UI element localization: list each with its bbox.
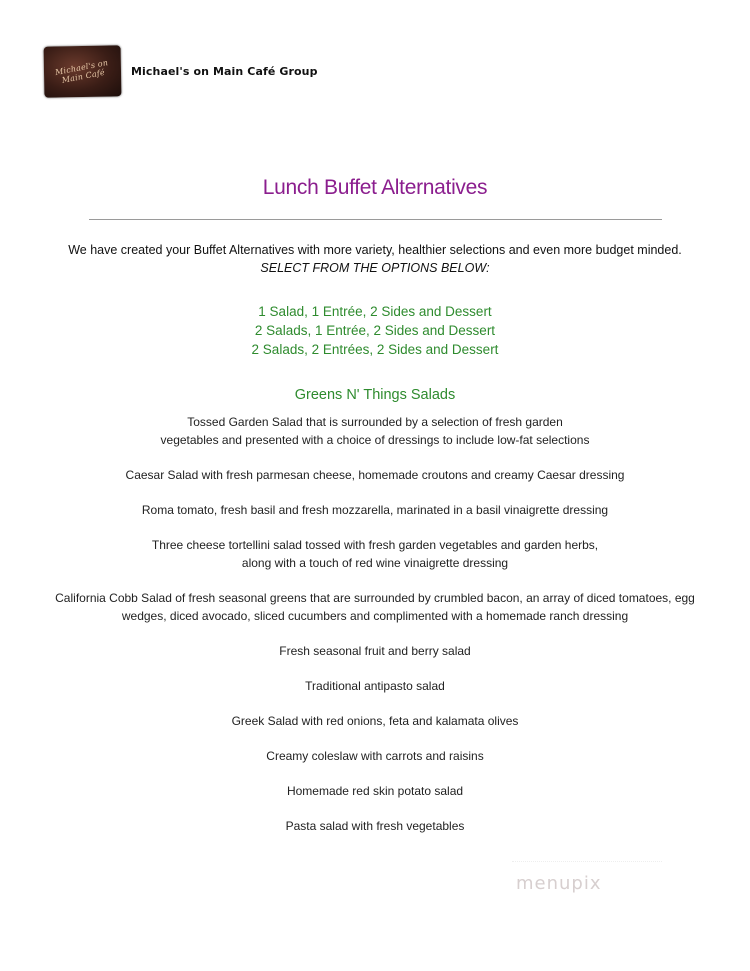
option-item: 2 Salads, 1 Entrée, 2 Sides and Dessert (254, 323, 496, 338)
salad-item-line: Three cheese tortellini salad tossed with fresh garden vegetables and garden herbs, (151, 538, 599, 552)
option-item: 2 Salads, 2 Entrées, 2 Sides and Dessert (251, 342, 499, 357)
watermark: menupix (516, 873, 602, 894)
salad-item-line: Homemade red skin potato salad (286, 784, 464, 798)
salad-item (0, 413, 750, 449)
salad-item-line: vegetables and presented with a choice of dressings to include low-fat selections (160, 433, 590, 447)
salad-item (0, 677, 750, 695)
salad-item-line: California Cobb Salad of fresh seasonal greens that are surrounded by crumbled bacon, an array of diced tomatoes, egg (55, 591, 695, 605)
section-title: Greens N' Things Salads (294, 387, 456, 403)
company-name: Michael's on Main Café Group (131, 65, 318, 78)
salad-item (0, 747, 750, 765)
option-item: 1 Salad, 1 Entrée, 2 Sides and Dessert (258, 304, 492, 319)
intro-instruction: SELECT FROM THE OPTIONS BELOW: (260, 261, 490, 275)
salad-item-line: Traditional antipasto salad (305, 679, 445, 693)
salad-item (0, 536, 750, 572)
salad-item-line: wedges, diced avocado, sliced cucumbers and complimented with a homemade ranch dressing (121, 609, 629, 623)
salad-item-line: Tossed Garden Salad that is surrounded by a selection of fresh garden (187, 415, 563, 429)
salad-item (0, 817, 750, 835)
logo-text: Michael's on Main Café (54, 57, 109, 85)
salad-item (0, 712, 750, 730)
salad-item-line: Fresh seasonal fruit and berry salad (279, 644, 471, 658)
intro (0, 241, 750, 277)
company-logo (44, 45, 122, 97)
salad-item-line: Caesar Salad with fresh parmesan cheese, homemade croutons and creamy Caesar dressing (125, 468, 625, 482)
package-options (0, 302, 750, 359)
salad-item (0, 466, 750, 484)
salad-item-line: Creamy coleslaw with carrots and raisins (266, 749, 484, 763)
page-title: Lunch Buffet Alternatives (262, 176, 488, 199)
title-divider (89, 219, 662, 220)
salad-item-line: Roma tomato, fresh basil and fresh mozzarella, marinated in a basil vinaigrette dressing (141, 503, 609, 517)
salad-item-line: along with a touch of red wine vinaigrette dressing (241, 556, 509, 570)
salad-item (0, 501, 750, 519)
watermark-divider (512, 861, 662, 862)
header (44, 46, 318, 97)
salad-item-line: Pasta salad with fresh vegetables (285, 819, 465, 833)
salad-item-line: Greek Salad with red onions, feta and kalamata olives (231, 714, 519, 728)
salad-list (0, 413, 750, 852)
intro-line: We have created your Buffet Alternatives with more variety, healthier selections and even more budget minded. (68, 243, 682, 257)
salad-item (0, 589, 750, 625)
salad-item (0, 642, 750, 660)
salad-item (0, 782, 750, 800)
